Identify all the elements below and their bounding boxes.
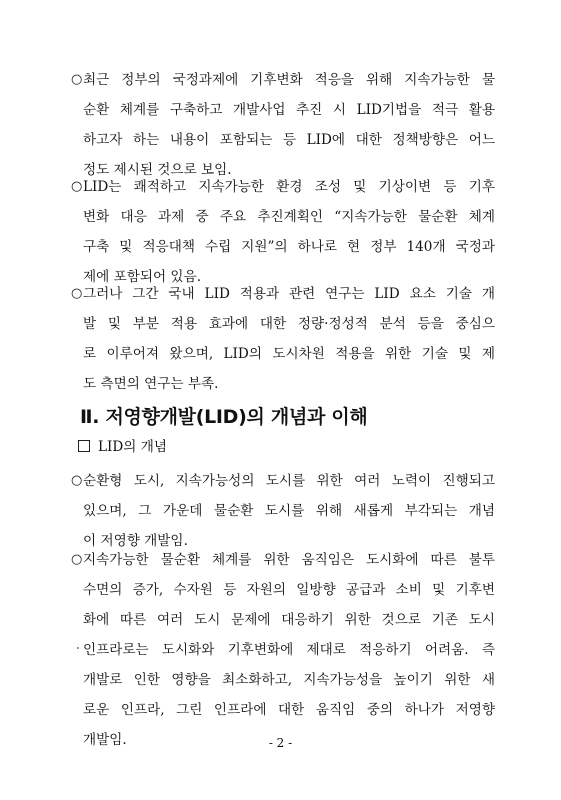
paragraph-line: 도 측면의 연구는 부족. — [83, 376, 219, 392]
paragraph-line: 지속가능한 물순환 체계를 위한 움직임은 도시화에 따른 불투 — [83, 552, 495, 568]
scan-speck — [77, 647, 79, 649]
paragraph-line: 최근 정부의 국정과제에 기후변화 적응을 위해 지속가능한 물 — [83, 72, 495, 88]
subsection-label: LID의 개념 — [98, 439, 168, 455]
paragraph-line: 수면의 증가, 수자원 등 자원의 일방향 공급과 소비 및 기후변 — [83, 582, 495, 598]
paragraph-line: 로 이루어져 왔으며, LID의 도시차원 적용을 위한 기술 및 제 — [83, 346, 495, 362]
paragraph-line: 제에 포함되어 있음. — [83, 269, 202, 285]
paragraph-line: 있으며, 그 가운데 물순환 도시를 위해 새롭게 부각되는 개념 — [83, 503, 495, 519]
subsection-title — [78, 432, 167, 462]
paragraph-line: LID는 쾌적하고 지속가능한 환경 조성 및 기상이변 등 기후 — [83, 179, 495, 195]
paragraph-line: 로운 인프라, 그린 인프라에 대한 움직임 중의 하나가 저영향 — [83, 702, 495, 718]
paragraph-line: 그러나 그간 국내 LID 적용과 관련 연구는 LID 요소 기술 개 — [83, 286, 495, 302]
paragraph-concept — [71, 466, 495, 556]
paragraph-line: 순환 체계를 구축하고 개발사업 추진 시 LID기법을 적극 활용 — [83, 102, 495, 118]
paragraph-line: 순환형 도시, 지속가능성의 도시를 위한 여러 노력이 진행되고 — [83, 473, 495, 489]
bullet-icon: ○ — [71, 286, 83, 301]
bullet-icon: ○ — [71, 473, 83, 488]
paragraph-green-infra — [71, 545, 495, 755]
bullet-icon: ○ — [71, 179, 83, 194]
section-heading: Ⅱ. 저영향개발(LID)의 개념과 이해 — [80, 406, 368, 428]
paragraph-line: 변화 대응 과제 중 주요 추진계획인 “지속가능한 물순환 체계 — [83, 209, 495, 225]
paragraph-line: 인프라로는 도시화와 기후변화에 제대로 적응하기 어려움. 즉 — [83, 642, 495, 658]
checkbox-square-icon — [78, 440, 90, 452]
page-number: - 2 - — [268, 736, 293, 750]
paragraph-line: 개발임. — [83, 732, 127, 748]
paragraph-line: 정도 제시된 것으로 보임. — [83, 162, 232, 178]
paragraph-line: 화에 따른 여러 도시 문제에 대응하기 위한 것으로 기존 도시 — [83, 612, 495, 628]
paragraph-lid-task — [71, 172, 495, 292]
paragraph-line: 이 저영향 개발임. — [83, 533, 188, 549]
paragraph-line: 개발로 인한 영향을 최소화하고, 지속가능성을 높이기 위한 새 — [83, 672, 495, 688]
bullet-icon: ○ — [71, 552, 83, 567]
paragraph-line: 구축 및 적응대책 수립 지원”의 하나로 현 정부 140개 국정과 — [83, 239, 495, 255]
bullet-icon: ○ — [71, 72, 83, 87]
paragraph-research-gap — [71, 279, 495, 399]
paragraph-line: 하고자 하는 내용이 포함되는 등 LID에 대한 정책방향은 어느 — [83, 132, 495, 148]
paragraph-gov-policy — [71, 65, 495, 185]
paragraph-line: 발 및 부분 적용 효과에 대한 정량·정성적 분석 등을 중심으 — [83, 316, 495, 332]
